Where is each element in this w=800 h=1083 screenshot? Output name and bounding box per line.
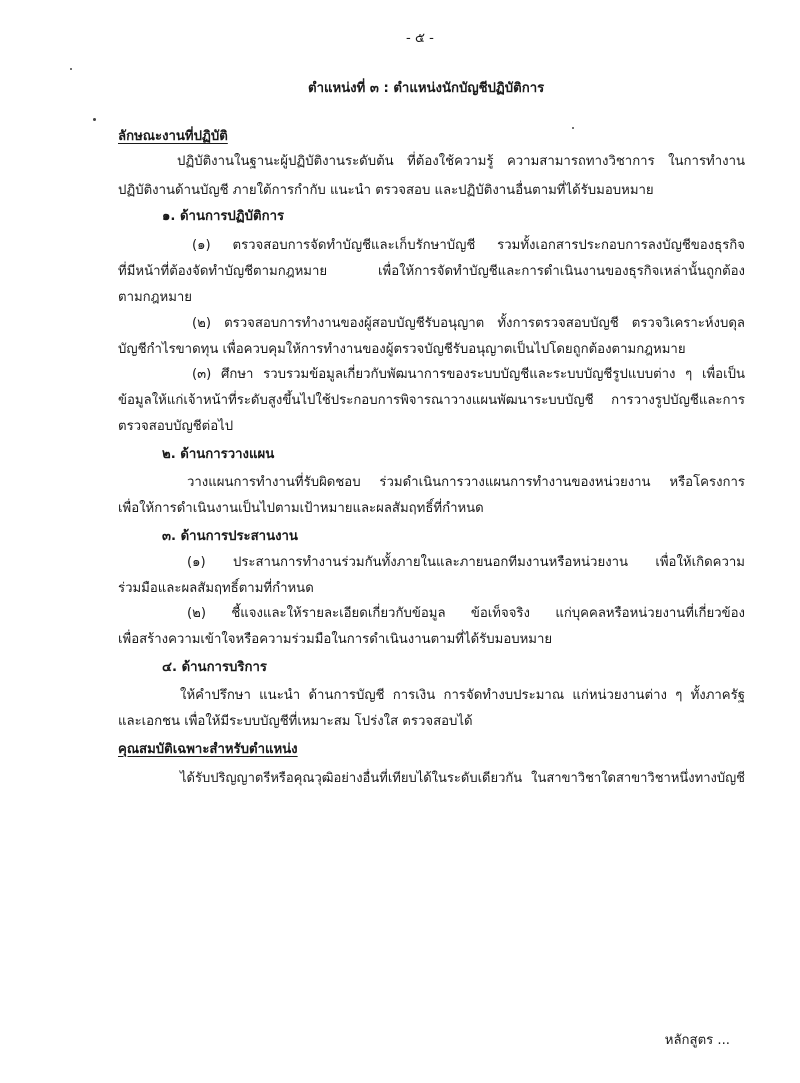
job-nature-line-1: ปฏิบัติงานในฐานะผู้ปฏิบัติงานระดับต้น ที่ต้องใช้ความรู้ ความสามารถทางวิชาการ ในการทำงาน bbox=[177, 154, 745, 169]
coordination-heading: ๓. ด้านการประสานงาน bbox=[162, 529, 298, 544]
planning-line-2: เพื่อให้การดำเนินงานเป็นไปตามเป้าหมายและผลสัมฤทธิ์ที่กำหนด bbox=[118, 501, 484, 516]
scan-speck bbox=[572, 127, 574, 129]
planning-line-1: วางแผนการทำงานที่รับผิดชอบ ร่วมดำเนินการวางแผนการทำงานของหน่วยงาน หรือโครงการ bbox=[187, 475, 745, 490]
qualifications-heading: คุณสมบัติเฉพาะสำหรับตำแหน่ง bbox=[118, 742, 298, 757]
service-line-2: และเอกชน เพื่อให้มีระบบบัญชีที่เหมาะสม โปร่งใส ตรวจสอบได้ bbox=[118, 714, 473, 729]
operations-item1-line-2: ที่มีหน้าที่ต้องจัดทำบัญชีตามกฎหมาย เพื่อให้การจัดทำบัญชีและการดำเนินงานของธุรกิจเหล่านั้นถูกต้อง bbox=[118, 264, 745, 279]
position-title: ตำแหน่งที่ ๓ : ตำแหน่งนักบัญชีปฏิบัติการ bbox=[308, 81, 545, 96]
coordination-item2-line-2: เพื่อสร้างความเข้าใจหรือความร่วมมือในการดำเนินงานตามที่ได้รับมอบหมาย bbox=[118, 632, 553, 647]
operations-item1-line-1: (๑) ตรวจสอบการจัดทำบัญชีและเก็บรักษาบัญชี รวมทั้งเอกสารประกอบการลงบัญชีของธุรกิจ bbox=[192, 238, 745, 253]
operations-item3-line-2: ข้อมูลให้แก่เจ้าหน้าที่ระดับสูงขึ้นไปใช้ประกอบการพิจารณาวางแผนพัฒนาระบบบัญชี การวางรูปบัญชีและการ bbox=[118, 393, 745, 408]
scan-speck bbox=[70, 68, 72, 70]
qualifications-line-1: ได้รับปริญญาตรีหรือคุณวุฒิอย่างอื่นที่เทียบได้ในระดับเดียวกัน ในสาขาวิชาใดสาขาวิชาหนึ่งทางบัญชี bbox=[180, 771, 745, 786]
service-heading: ๔. ด้านการบริการ bbox=[162, 660, 267, 675]
service-line-1: ให้คำปรึกษา แนะนำ ด้านการบัญชี การเงิน การจัดทำงบประมาณ แก่หน่วยงานต่าง ๆ ทั้งภาครัฐ bbox=[180, 688, 745, 703]
scan-speck bbox=[93, 118, 96, 121]
page-number: - ๕ - bbox=[406, 31, 434, 46]
job-nature-line-2: ปฏิบัติงานด้านบัญชี ภายใต้การกำกับ แนะนำ ตรวจสอบ และปฏิบัติงานอื่นตามที่ได้รับมอบหมาย bbox=[118, 183, 654, 198]
coordination-item1-line-2: ร่วมมือและผลสัมฤทธิ์ตามที่กำหนด bbox=[118, 581, 314, 596]
operations-heading: ๑. ด้านการปฏิบัติการ bbox=[162, 209, 285, 224]
operations-item3-line-1: (๓) ศึกษา รวบรวมข้อมูลเกี่ยวกับพัฒนาการของระบบบัญชีและระบบบัญชีรูปแบบต่าง ๆ เพื่อเป็น bbox=[192, 367, 745, 382]
operations-item2-line-2: บัญชีกำไรขาดทุน เพื่อควบคุมให้การทำงานของผู้ตรวจบัญชีรับอนุญาตเป็นไปโดยถูกต้องตามกฎหมาย bbox=[118, 342, 686, 357]
job-nature-heading: ลักษณะงานที่ปฏิบัติ bbox=[118, 129, 228, 144]
operations-item2-line-1: (๒) ตรวจสอบการทำงานของผู้สอบบัญชีรับอนุญาต ทั้งการตรวจสอบบัญชี ตรวจวิเคราะห์งบดุล bbox=[192, 316, 745, 331]
coordination-item1-line-1: (๑) ประสานการทำงานร่วมกันทั้งภายในและภายนอกทีมงานหรือหน่วยงาน เพื่อให้เกิดความ bbox=[187, 555, 745, 570]
coordination-item2-line-1: (๒) ชี้แจงและให้รายละเอียดเกี่ยวกับข้อมูล ข้อเท็จจริง แก่บุคคลหรือหน่วยงานที่เกี่ยวข้อง bbox=[187, 606, 745, 621]
footer-continuation: หลักสูตร ... bbox=[664, 1033, 730, 1048]
operations-item1-line-3: ตามกฎหมาย bbox=[118, 290, 193, 305]
planning-heading: ๒. ด้านการวางแผน bbox=[162, 447, 275, 462]
operations-item3-line-3: ตรวจสอบบัญชีต่อไป bbox=[118, 419, 234, 434]
